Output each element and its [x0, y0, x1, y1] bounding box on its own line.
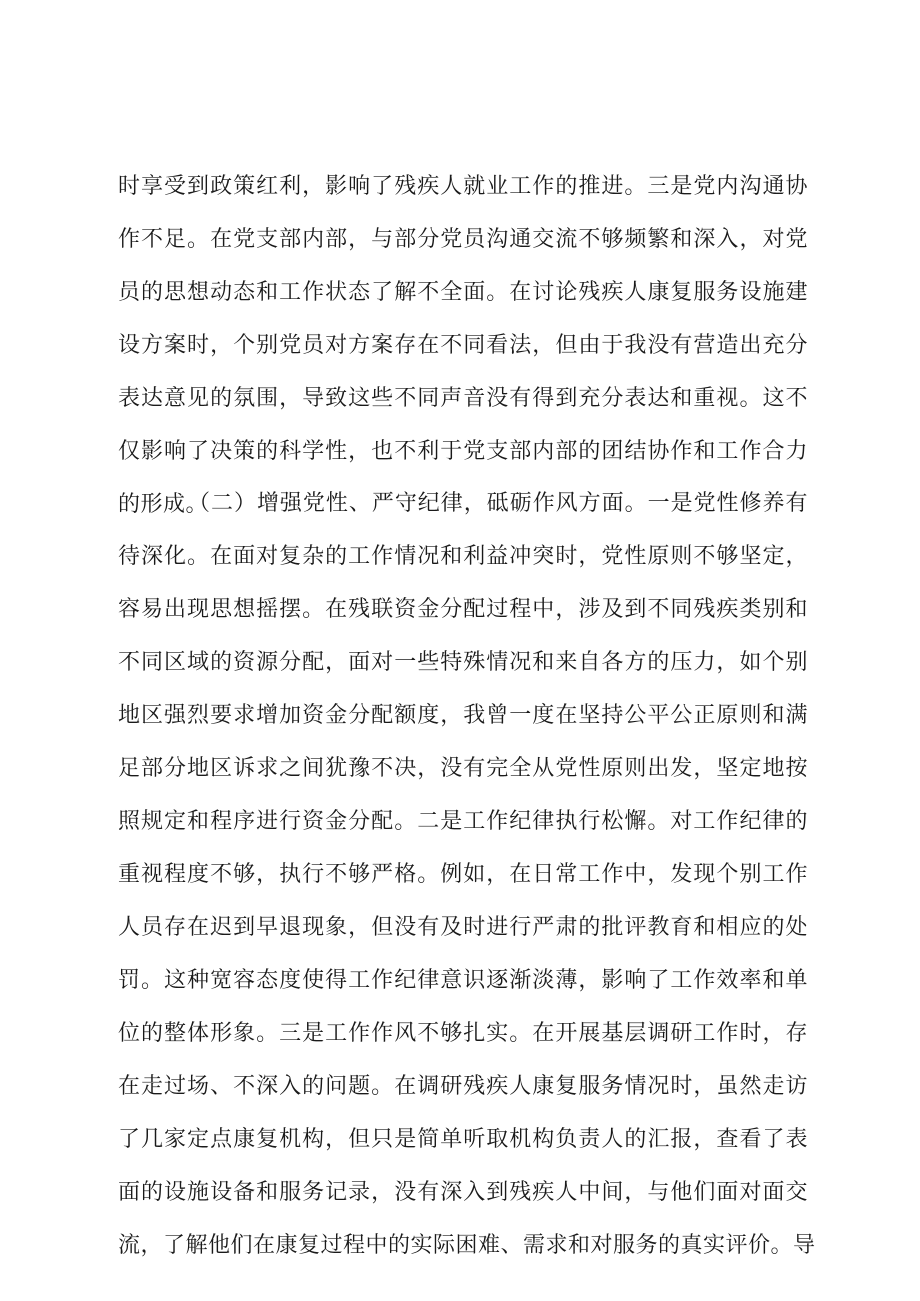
- paragraph-line: 罚。这种宽容态度使得工作纪律意识逐渐淡薄，影响了工作效率和单: [118, 968, 808, 993]
- paragraph-line: 面的设施设备和服务记录，没有深入到残疾人中间，与他们面对面交: [118, 1180, 808, 1205]
- paragraph-line: 流，了解他们在康复过程中的实际困难、需求和对服务的真实评价。导: [118, 1233, 816, 1258]
- paragraph-line: 了几家定点康复机构，但只是简单听取机构负责人的汇报，查看了表: [118, 1127, 808, 1152]
- paragraph-line: 不同区域的资源分配，面对一些特殊情况和来自各方的压力，如个别: [118, 650, 808, 675]
- paragraph-1: [118, 160, 808, 531]
- paragraph-line: 的形成。: [118, 492, 209, 517]
- paragraph-line: 重视程度不够，执行不够严格。例如，在日常工作中，发现个别工作: [118, 862, 808, 887]
- paragraph-line: 员的思想动态和工作状态了解不全面。在讨论残疾人康复服务设施建: [118, 280, 808, 305]
- paragraph-line: 作不足。在党支部内部，与部分党员沟通交流不够频繁和深入，对党: [118, 227, 808, 252]
- paragraph-line: 设方案时，个别党员对方案存在不同看法，但由于我没有营造出充分: [118, 333, 808, 358]
- section-heading-line: （二）增强党性、严守纪律，砥砺作风方面。一是党性修养有: [188, 491, 808, 516]
- paragraph-line: 照规定和程序进行资金分配。二是工作纪律执行松懈。对工作纪律的: [118, 809, 808, 834]
- paragraph-line: 待深化。在面对复杂的工作情况和利益冲突时，党性原则不够坚定，: [118, 544, 808, 569]
- paragraph-line: 表达意见的氛围，导致这些不同声音没有得到充分表达和重视。这不: [118, 386, 808, 411]
- paragraph-line: 足部分地区诉求之间犹豫不决，没有完全从党性原则出发，坚定地按: [118, 756, 808, 781]
- paragraph-line: 在走过场、不深入的问题。在调研残疾人康复服务情况时，虽然走访: [118, 1074, 808, 1099]
- paragraph-line: 地区强烈要求增加资金分配额度，我曾一度在坚持公平公正原则和满: [118, 703, 808, 728]
- paragraph-line: 位的整体形象。三是工作作风不够扎实。在开展基层调研工作时，存: [118, 1021, 808, 1046]
- paragraph-line: 容易出现思想摇摆。在残联资金分配过程中，涉及到不同残疾类别和: [118, 597, 808, 622]
- paragraph-line: 仅影响了决策的科学性，也不利于党支部内部的团结协作和工作合力: [118, 439, 808, 464]
- paragraph-line: 时享受到政策红利，影响了残疾人就业工作的推进。三是党内沟通协: [118, 174, 808, 199]
- paragraph-2: [118, 477, 816, 1272]
- paragraph-line: 人员存在迟到早退现象，但没有及时进行严肃的批评教育和相应的处: [118, 915, 808, 940]
